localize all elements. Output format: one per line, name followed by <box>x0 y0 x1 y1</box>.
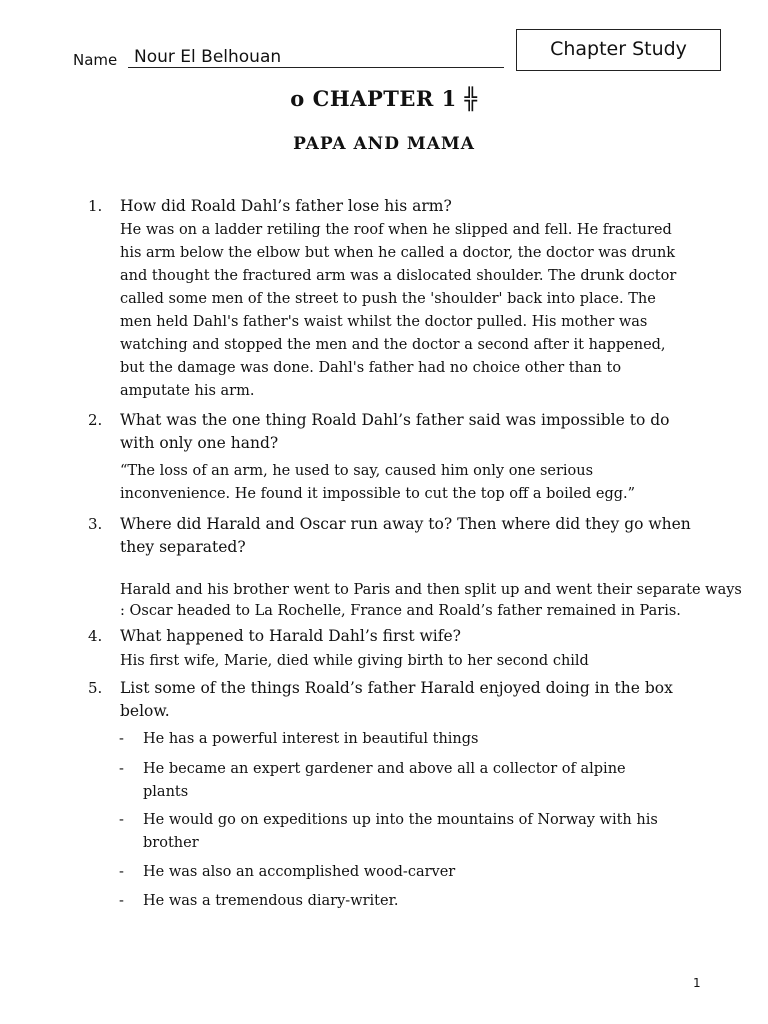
question-number: 3. <box>88 515 103 533</box>
bullet-dash: - <box>119 893 124 909</box>
question-number: 4. <box>88 627 103 645</box>
chapter-title: o CHAPTER 1 ╬ <box>290 86 478 111</box>
list-item: He was a tremendous diary-writer. <box>143 893 399 909</box>
question-number: 5. <box>88 679 103 697</box>
question-number: 1. <box>88 197 103 215</box>
list-item: He became an expert gardener and above all a collector of alpine plants <box>143 761 626 800</box>
answer-text: “The loss of an arm, he used to say, caused him only one serious inconvenience. He found it impossible to cut the top off a boiled egg.” <box>120 463 636 502</box>
answer-text: He was on a ladder retiling the roof when he slipped and fell. He fractured his arm below the elbow but when he called a doctor, the doctor was drunk and thought the fractured arm was a dislocated shoulder. The drunk doctor called some men of the street to push the 'shoulder' back into place. The men held Dahl's father's waist whilst the doctor pulled. His mother was watching and stopped the men and the doctor a second after it happened, but the damage was done. Dahl's father had no choice other than to amputate his arm. <box>120 222 677 399</box>
answer-text: Harald and his brother went to Paris and then split up and went their separate ways : Oscar headed to La Rochelle, France and Roald’s father remained in Paris. <box>120 582 742 619</box>
answer-text: His first wife, Marie, died while giving birth to her second child <box>120 653 589 669</box>
question-number: 2. <box>88 411 103 429</box>
list-item: He would go on expeditions up into the mountains of Norway with his brother <box>143 812 658 851</box>
question-text: What was the one thing Roald Dahl’s father said was impossible to do with only one hand? <box>120 411 670 452</box>
name-label: Name <box>73 51 118 69</box>
chapter-study-box: Chapter Study <box>516 29 721 71</box>
bullet-dash: - <box>119 761 124 777</box>
page-number: 1 <box>693 976 701 990</box>
bullet-dash: - <box>119 731 124 747</box>
chapter-subtitle: PAPA AND MAMA <box>293 134 475 154</box>
question-text: How did Roald Dahl’s father lose his arm? <box>120 197 452 215</box>
list-item: He has a powerful interest in beautiful things <box>143 731 479 747</box>
list-item: He was also an accomplished wood-carver <box>143 864 456 880</box>
bullet-dash: - <box>119 864 124 880</box>
question-text: What happened to Harald Dahl’s first wife? <box>120 627 461 645</box>
question-text: List some of the things Roald’s father Harald enjoyed doing in the box below. <box>120 679 673 720</box>
bullet-dash: - <box>119 812 124 828</box>
name-field[interactable]: Nour El Belhouan <box>128 47 504 68</box>
question-text: Where did Harald and Oscar run away to? Then where did they go when they separated? <box>120 515 691 556</box>
